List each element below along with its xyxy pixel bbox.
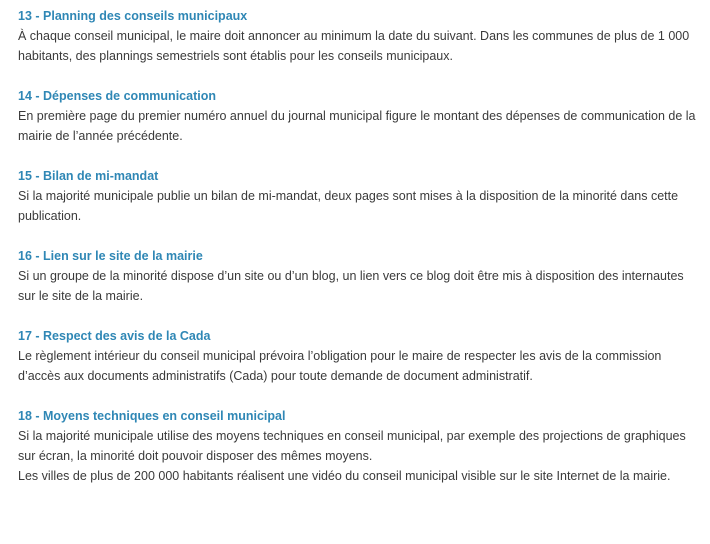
section-paragraph: Le règlement intérieur du conseil municipal prévoira l’obligation pour le maire de respecter les avis de la commission d’accès aux documents administratifs (Cada) pour toute demande de document administratif. — [18, 349, 662, 383]
section-title: 16 - Lien sur le site de la mairie — [18, 249, 203, 263]
section-body — [18, 346, 700, 386]
section-title: 17 - Respect des avis de la Cada — [18, 329, 211, 343]
section-14 — [18, 86, 700, 146]
section-title: 14 - Dépenses de communication — [18, 89, 216, 103]
section-paragraph: Si la majorité municipale utilise des moyens techniques en conseil municipal, par exemple des projections de graphiques sur écran, la minorité doit pouvoir disposer des mêmes moyens. — [18, 429, 686, 463]
section-paragraph: Si la majorité municipale publie un bilan de mi-mandat, deux pages sont mises à la disposition de la minorité dans cette publication. — [18, 189, 679, 223]
section-paragraph: À chaque conseil municipal, le maire doit annoncer au minimum la date du suivant. Dans les communes de plus de 1 000 habitants, des plannings semestriels sont établis pour les conseils municipaux. — [18, 29, 690, 63]
section-body — [18, 266, 700, 306]
section-body — [18, 26, 700, 66]
section-title: 18 - Moyens techniques en conseil municipal — [18, 409, 286, 423]
section-16 — [18, 246, 700, 306]
section-title: 13 - Planning des conseils municipaux — [18, 9, 248, 23]
section-18 — [18, 406, 700, 486]
section-body — [18, 426, 700, 486]
section-17 — [18, 326, 700, 386]
section-15 — [18, 166, 700, 226]
section-paragraph: Les villes de plus de 200 000 habitants réalisent une vidéo du conseil municipal visible sur le site Internet de la mairie. — [18, 469, 671, 483]
section-paragraph: En première page du premier numéro annuel du journal municipal figure le montant des dépenses de communication de la mairie de l’année précédente. — [18, 109, 696, 143]
section-13 — [18, 6, 700, 66]
section-paragraph: Si un groupe de la minorité dispose d’un site ou d’un blog, un lien vers ce blog doit être mis à disposition des internautes sur le site de la mairie. — [18, 269, 684, 303]
section-title: 15 - Bilan de mi-mandat — [18, 169, 159, 183]
section-body — [18, 186, 700, 226]
section-body — [18, 106, 700, 146]
